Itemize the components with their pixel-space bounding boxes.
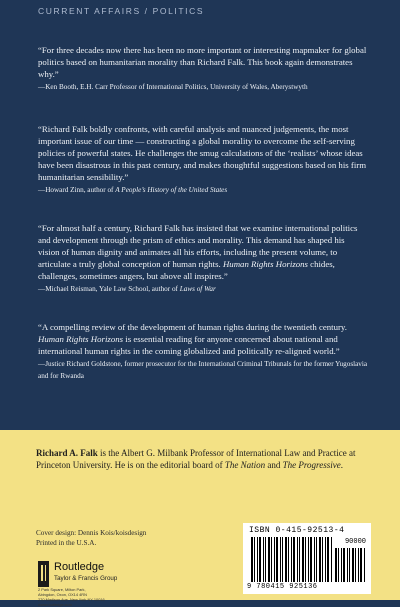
category-label: CURRENT AFFAIRS / POLITICS xyxy=(38,6,205,16)
barcode-stripe xyxy=(276,537,278,582)
barcode-stripe xyxy=(316,537,317,582)
bio-work: The Nation xyxy=(224,460,266,470)
printed-in: Printed in the U.S.A. xyxy=(36,539,97,547)
barcode-stripe xyxy=(282,537,283,582)
barcode-stripe xyxy=(271,537,272,582)
barcode-stripe xyxy=(327,537,329,582)
price-code: 90000 xyxy=(344,538,366,546)
barcode-stripe xyxy=(355,548,356,582)
quote-attribution xyxy=(38,285,216,293)
address-line: 2 Park Square, Milton Park, xyxy=(38,587,86,592)
publisher-sub: Taylor & Francis Group xyxy=(54,575,118,582)
author-bio xyxy=(36,447,368,471)
barcode-stripe xyxy=(302,537,304,582)
quote-text: “Richard Falk boldly confronts, with careful analysis and nuanced judgements, the most important issue of our time — constructing a global morality to overcome the self-serving policies of powerful states. He challenges the smug calculations of the ‘realists’ whose ideas have been disastrous in this past century, and makes thoughtful suggestions based on his firm humanitarian sensibility.” xyxy=(38,124,367,182)
barcode-stripe xyxy=(364,548,365,582)
ean-barcode-icon xyxy=(251,537,333,582)
barcode-stripe xyxy=(297,537,298,582)
ean-text: 9 780415 925136 xyxy=(247,583,318,591)
barcode-stripe xyxy=(259,537,261,582)
quote-text: “For three decades now there has been no more important or interesting mapmaker for global politics based on humanitarian morality than Richard Falk. This book again demonstrates why.” xyxy=(38,45,367,79)
cover-design-credit: Cover design: Dennis Kois/koisdesign xyxy=(36,529,147,537)
barcode-stripe xyxy=(338,548,339,582)
bio-work: The Progressive xyxy=(282,460,341,470)
attribution-work: Laws of War xyxy=(179,285,216,293)
barcode-stripe xyxy=(335,548,337,582)
routledge-logo-icon xyxy=(38,561,49,587)
barcode-stripe xyxy=(288,537,289,582)
barcode-stripe xyxy=(314,537,315,582)
quote-attribution: —Justice Richard Goldstone, former prosecutor for the International Criminal Tribunals for the former Yugoslavia and for Rwanda xyxy=(38,360,368,380)
bio-text: and xyxy=(265,460,283,470)
author-name: Richard A. Falk xyxy=(36,448,98,458)
quote-text-b: chides, challenges, sometimes angers, but above all inspires.” xyxy=(38,259,335,281)
barcode-stripe xyxy=(305,537,306,582)
barcode-stripe xyxy=(331,537,332,582)
attribution-work: A People’s History of the United States xyxy=(115,186,228,194)
quote-2 xyxy=(38,123,368,195)
barcode-stripe xyxy=(308,537,309,582)
barcode-stripe xyxy=(291,537,292,582)
bio-text: . xyxy=(340,460,343,470)
barcode xyxy=(243,523,371,594)
barcode-stripe xyxy=(299,537,300,582)
quote-3 xyxy=(38,222,368,294)
barcode-stripe xyxy=(360,548,362,582)
barcode-stripe xyxy=(257,537,258,582)
address-line: 270 Madison Ave, New York NY 10016 xyxy=(38,597,105,602)
bio-text: is the Albert G. Milbank Professor of International Law and Practice at Princeton University. He is on the editorial board of xyxy=(36,448,356,470)
barcode-stripe xyxy=(254,537,255,582)
publisher-name: Routledge xyxy=(54,561,105,573)
barcode-stripe xyxy=(343,548,345,582)
barcode-stripe xyxy=(341,548,342,582)
barcode-stripe xyxy=(358,548,359,582)
quote-1 xyxy=(38,44,368,92)
quote-text-b: is essential reading for anyone concerned about national and international human rights in the coming globalized and politically re-aligned world.” xyxy=(38,334,340,356)
barcode-stripe xyxy=(310,537,312,582)
barcode-stripe xyxy=(349,548,350,582)
publisher-address xyxy=(38,587,188,607)
isbn-text: ISBN 0-415-92513-4 xyxy=(249,526,345,535)
barcode-stripe xyxy=(347,548,348,582)
barcode-stripe xyxy=(280,537,281,582)
quote-4 xyxy=(38,321,368,381)
attribution-prefix: —Michael Reisman, Yale Law School, author of xyxy=(38,285,180,293)
barcode-stripe xyxy=(263,537,264,582)
barcode-stripe xyxy=(285,537,287,582)
quote-text-a: “For almost half a century, Richard Falk has insisted that we examine international politics and development through the prism of ethics and morality. This demand has shaped his vision of human dignity and animates all his efforts, including the present volume, to articulate a truly global conception of human rights. xyxy=(38,223,358,269)
barcode-stripe xyxy=(325,537,326,582)
address-line: Abingdon, Oxon, OX14 4RN xyxy=(38,592,87,597)
barcode-stripe xyxy=(319,537,321,582)
credits xyxy=(36,528,146,548)
barcode-stripe xyxy=(293,537,295,582)
quote-attribution: —Ken Booth, E.H. Carr Professor of International Politics, University of Wales, Aberystwyth xyxy=(38,83,308,91)
barcode-stripe xyxy=(251,537,253,582)
barcode-stripe xyxy=(268,537,270,582)
address-line: www.routledge.com xyxy=(38,602,72,607)
barcode-stripe xyxy=(322,537,323,582)
attribution-prefix: —Howard Zinn, author of xyxy=(38,186,116,194)
price-barcode-icon xyxy=(335,548,367,582)
bio-panel xyxy=(0,430,400,607)
quote-work: Human Rights Horizons xyxy=(222,259,308,269)
quote-attribution xyxy=(38,186,227,194)
barcode-stripe xyxy=(265,537,266,582)
quote-work: Human Rights Horizons xyxy=(38,334,124,344)
barcode-stripe xyxy=(352,548,354,582)
quote-text-a: “A compelling review of the development of human rights during the twentieth century. xyxy=(38,322,347,332)
barcode-stripe xyxy=(274,537,275,582)
